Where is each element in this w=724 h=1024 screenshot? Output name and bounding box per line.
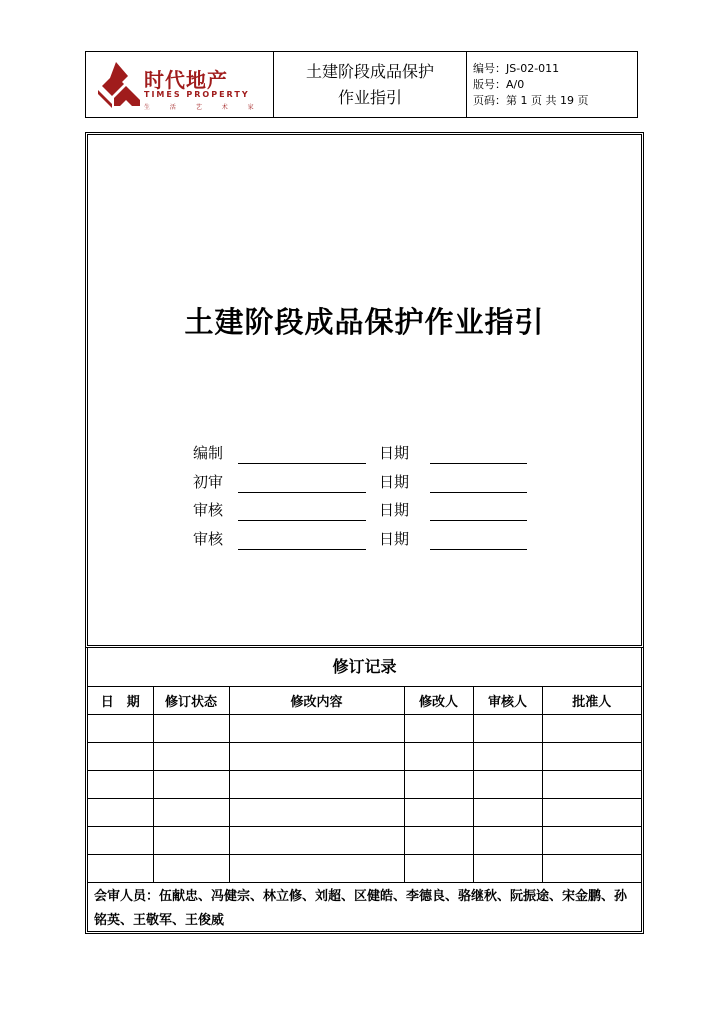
signature-label: 审核: [193, 530, 224, 548]
date-line[interactable]: [430, 463, 527, 464]
signature-label: 初审: [193, 473, 224, 491]
doc-version: 版号：A/0: [473, 78, 525, 91]
reviewers-list: 会审人员：伍献忠、冯健宗、林立修、刘超、区健皓、李德良、骆继秋、阮振途、宋金鹏、孙铭英、王敬军、王俊威: [94, 889, 628, 928]
column-header: 审核人: [473, 687, 542, 715]
table-row: [88, 743, 641, 771]
table-row: [88, 855, 641, 883]
table-row: [88, 771, 641, 799]
date-line[interactable]: [430, 492, 527, 493]
column-header: 日 期: [88, 687, 153, 715]
logo-name-en: TIMES PROPERTY: [144, 90, 250, 99]
table-header-row: [88, 687, 641, 715]
signature-line[interactable]: [238, 549, 366, 550]
header-title-line1: 土建阶段成品保护: [305, 61, 434, 81]
document-header: [85, 51, 638, 118]
signature-label: 编制: [193, 444, 224, 462]
date-line[interactable]: [430, 549, 527, 550]
column-header: 修订状态: [153, 687, 229, 715]
date-label: 日期: [379, 473, 410, 491]
page-number: 页码：第 1 页 共 19 页: [473, 94, 589, 107]
header-title: [274, 52, 467, 117]
signature-line[interactable]: [238, 520, 366, 521]
logo-slogan: 生 活 艺 术 家: [144, 104, 263, 111]
signature-line[interactable]: [238, 492, 366, 493]
column-header: 批准人: [542, 687, 641, 715]
table-row: [88, 827, 641, 855]
date-label: 日期: [379, 530, 410, 548]
revision-table: [88, 687, 641, 883]
logo-name-cn: 时代地产: [144, 68, 228, 92]
column-header: 修改内容: [229, 687, 404, 715]
cover-title: 土建阶段成品保护作业指引: [184, 305, 545, 339]
revision-record: [85, 648, 644, 934]
date-label: 日期: [379, 501, 410, 519]
logo: [86, 52, 274, 117]
header-info: [467, 52, 637, 117]
signature-label: 审核: [193, 501, 224, 519]
doc-number: 编号：JS-02-011: [473, 62, 560, 75]
table-row: [88, 715, 641, 743]
cover-box: [85, 132, 644, 648]
date-line[interactable]: [430, 520, 527, 521]
date-label: 日期: [379, 444, 410, 462]
times-property-logo-icon: [98, 62, 140, 108]
revision-title: 修订记录: [88, 648, 641, 687]
column-header: 修改人: [404, 687, 473, 715]
signature-line[interactable]: [238, 463, 366, 464]
header-title-line2: 作业指引: [337, 87, 402, 107]
table-row: [88, 799, 641, 827]
